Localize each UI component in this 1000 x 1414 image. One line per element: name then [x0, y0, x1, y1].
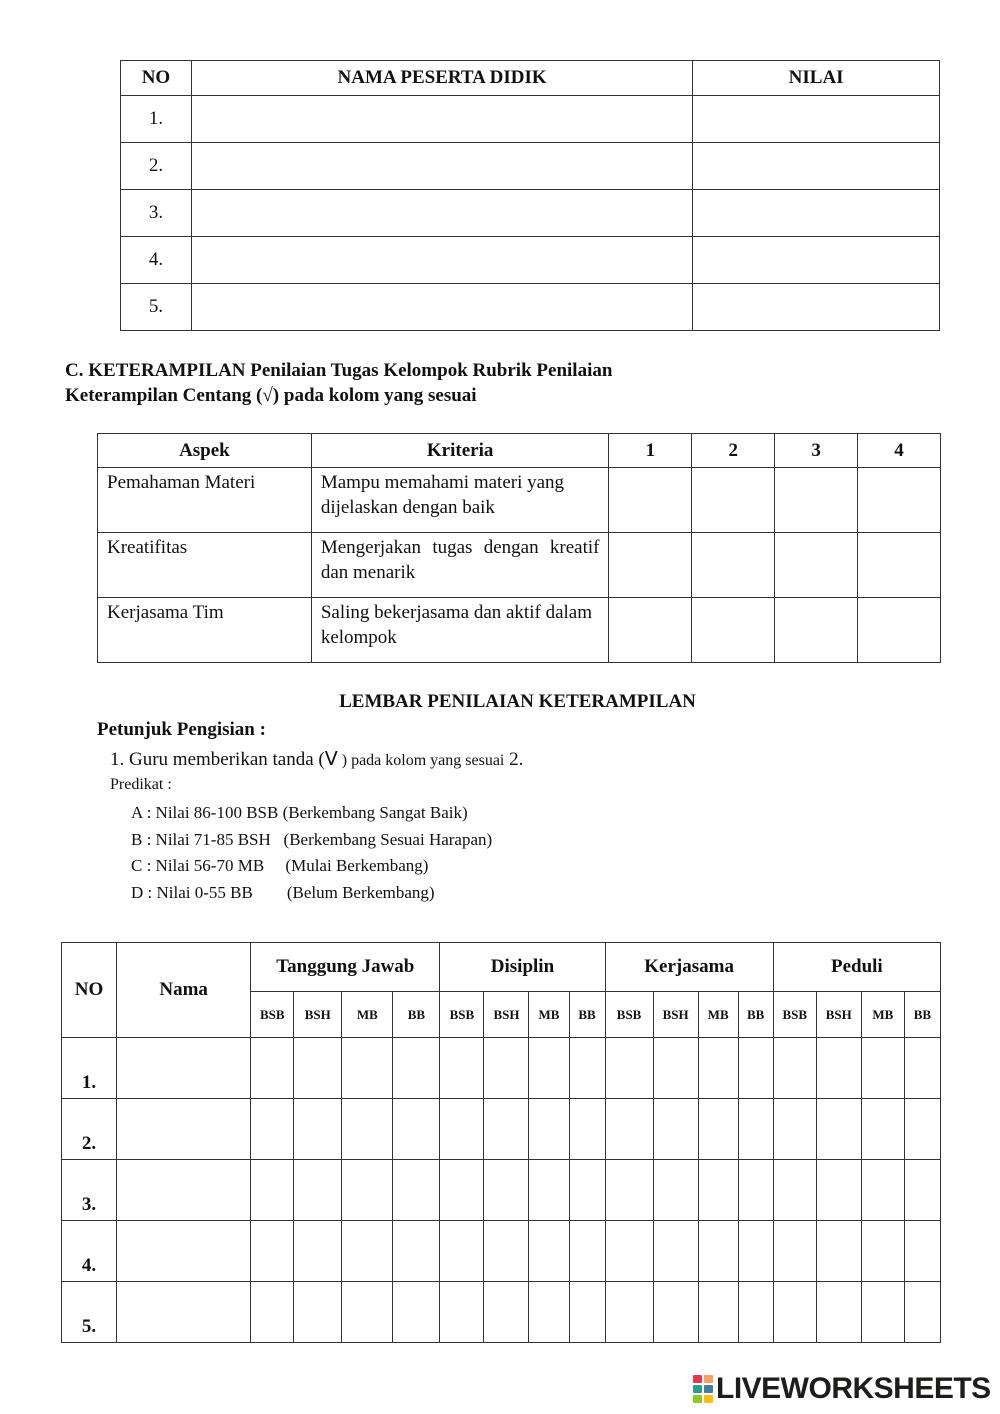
- student-name-cell[interactable]: [117, 1160, 251, 1221]
- score-checkbox-cell[interactable]: [692, 598, 775, 663]
- table-row: [62, 1282, 941, 1343]
- student-name-cell[interactable]: [117, 1282, 251, 1343]
- check-cell[interactable]: [816, 1282, 861, 1343]
- check-cell[interactable]: [861, 1282, 904, 1343]
- check-cell[interactable]: [738, 1221, 773, 1282]
- subheader-bb: BB: [393, 992, 440, 1038]
- check-cell[interactable]: [773, 1038, 816, 1099]
- score-checkbox-cell[interactable]: [858, 598, 941, 663]
- section-c-line-2: Keterampilan Centang (√) pada kolom yang sesuai: [65, 385, 477, 406]
- check-cell[interactable]: [861, 1221, 904, 1282]
- check-cell[interactable]: [773, 1099, 816, 1160]
- check-cell[interactable]: [773, 1221, 816, 1282]
- header-peduli: Peduli: [773, 943, 940, 992]
- kriteria-cell: [311, 468, 609, 533]
- header-score-2: 2: [692, 434, 775, 468]
- subheader-bsh: BSH: [294, 992, 342, 1038]
- table-row: [62, 1221, 941, 1282]
- student-score-cell[interactable]: [693, 190, 940, 237]
- subheader-bsh: BSH: [484, 992, 529, 1038]
- score-checkbox-cell[interactable]: [775, 468, 858, 533]
- check-cell[interactable]: [904, 1038, 940, 1099]
- student-score-cell[interactable]: [693, 143, 940, 190]
- check-cell[interactable]: [904, 1099, 940, 1160]
- subheader-bsb: BSB: [440, 992, 484, 1038]
- check-cell[interactable]: [294, 1038, 342, 1099]
- predikat-item: C : Nilai 56-70 MB (Mulai Berkembang): [131, 856, 429, 875]
- liveworksheets-logo: [693, 1372, 991, 1406]
- instruction-prefix: 1. Guru memberikan tanda (: [110, 749, 325, 770]
- table-row: [98, 533, 941, 598]
- kriteria-text: Mengerjakan tugas dengan kreatif dan menarik: [320, 537, 600, 583]
- predikat-item: B : Nilai 71-85 BSH (Berkembang Sesuai Harapan): [131, 829, 493, 849]
- check-cell[interactable]: [698, 1282, 738, 1343]
- row-number: 2.: [121, 143, 192, 190]
- check-cell[interactable]: [904, 1221, 940, 1282]
- instructions-label: Petunjuk Pengisian :: [97, 719, 266, 740]
- check-cell[interactable]: [393, 1160, 440, 1221]
- check-mark-glyph: ꓦ: [324, 749, 338, 770]
- student-score-cell[interactable]: [693, 237, 940, 284]
- check-cell[interactable]: [484, 1221, 529, 1282]
- table-row: [121, 237, 940, 284]
- check-cell[interactable]: [529, 1160, 569, 1221]
- check-cell[interactable]: [251, 1221, 294, 1282]
- table-row: [121, 143, 940, 190]
- student-name-cell[interactable]: [191, 190, 692, 237]
- check-cell[interactable]: [816, 1221, 861, 1282]
- check-cell[interactable]: [294, 1099, 342, 1160]
- check-cell[interactable]: [904, 1160, 940, 1221]
- check-cell[interactable]: [569, 1160, 605, 1221]
- score-checkbox-cell[interactable]: [609, 533, 692, 598]
- kriteria-cell: [311, 533, 609, 598]
- check-cell[interactable]: [653, 1282, 698, 1343]
- check-cell[interactable]: [440, 1038, 484, 1099]
- subheader-bb: BB: [738, 992, 773, 1038]
- check-cell[interactable]: [440, 1221, 484, 1282]
- table-row: [62, 1160, 941, 1221]
- check-cell[interactable]: [698, 1038, 738, 1099]
- row-number: 4.: [62, 1221, 117, 1282]
- header-no: NO: [121, 61, 192, 96]
- check-cell[interactable]: [653, 1038, 698, 1099]
- check-cell[interactable]: [484, 1038, 529, 1099]
- check-cell[interactable]: [342, 1221, 393, 1282]
- score-checkbox-cell[interactable]: [775, 598, 858, 663]
- check-cell[interactable]: [484, 1099, 529, 1160]
- header-kerjasama: Kerjasama: [605, 943, 773, 992]
- table-header-row: [121, 61, 940, 96]
- check-cell[interactable]: [738, 1099, 773, 1160]
- check-cell[interactable]: [342, 1038, 393, 1099]
- header-kriteria: Kriteria: [311, 434, 609, 468]
- subheader-mb: MB: [698, 992, 738, 1038]
- subheader-mb: MB: [342, 992, 393, 1038]
- table-row: [121, 190, 940, 237]
- check-cell[interactable]: [251, 1038, 294, 1099]
- check-cell[interactable]: [605, 1038, 653, 1099]
- student-score-cell[interactable]: [693, 284, 940, 331]
- aspek-cell: [98, 468, 312, 533]
- header-score-4: 4: [858, 434, 941, 468]
- check-cell[interactable]: [698, 1160, 738, 1221]
- aspek-cell: [98, 598, 312, 663]
- check-cell[interactable]: [294, 1221, 342, 1282]
- aspek-text: Kerjasama Tim: [107, 602, 224, 623]
- table-row: [121, 284, 940, 331]
- check-cell[interactable]: [569, 1038, 605, 1099]
- score-checkbox-cell[interactable]: [692, 468, 775, 533]
- check-cell[interactable]: [738, 1038, 773, 1099]
- aspek-cell: [98, 533, 312, 598]
- check-cell[interactable]: [393, 1221, 440, 1282]
- header-aspek: Aspek: [98, 434, 312, 468]
- check-cell[interactable]: [816, 1099, 861, 1160]
- kriteria-text: Mampu memahami materi yang dijelaskan dengan baik: [320, 472, 565, 518]
- check-cell[interactable]: [529, 1282, 569, 1343]
- subheader-bb: BB: [904, 992, 940, 1038]
- check-cell[interactable]: [294, 1282, 342, 1343]
- logo-square-icon: [704, 1375, 713, 1383]
- check-cell[interactable]: [569, 1221, 605, 1282]
- check-cell[interactable]: [440, 1099, 484, 1160]
- header-name: NAMA PESERTA DIDIK: [191, 61, 692, 96]
- header-disiplin: Disiplin: [440, 943, 605, 992]
- instruction-suffix: 2.: [504, 749, 524, 770]
- subheader-bb: BB: [569, 992, 605, 1038]
- check-cell[interactable]: [861, 1160, 904, 1221]
- logo-square-icon: [693, 1385, 702, 1393]
- table-header-row: [62, 943, 941, 992]
- skill-table-body: [62, 1038, 941, 1343]
- check-cell[interactable]: [861, 1099, 904, 1160]
- row-number: 2.: [62, 1099, 117, 1160]
- logo-square-icon: [693, 1395, 702, 1403]
- skill-sheet-title: LEMBAR PENILAIAN KETERAMPILAN: [339, 691, 696, 712]
- aspek-text: Pemahaman Materi: [107, 472, 256, 493]
- subheader-bsh: BSH: [653, 992, 698, 1038]
- check-cell[interactable]: [251, 1099, 294, 1160]
- score-checkbox-cell[interactable]: [858, 468, 941, 533]
- instruction-line: [110, 748, 523, 771]
- check-cell[interactable]: [904, 1282, 940, 1343]
- predikat-label: Predikat :: [110, 776, 172, 793]
- check-cell[interactable]: [738, 1160, 773, 1221]
- check-cell[interactable]: [251, 1282, 294, 1343]
- score-checkbox-cell[interactable]: [692, 533, 775, 598]
- predikat-item: D : Nilai 0-55 BB (Belum Berkembang): [131, 882, 435, 902]
- kriteria-text: Saling bekerjasama dan aktif dalam kelompok: [320, 602, 592, 648]
- check-cell[interactable]: [605, 1099, 653, 1160]
- check-cell[interactable]: [605, 1282, 653, 1343]
- header-tanggung-jawab: Tanggung Jawab: [251, 943, 440, 992]
- row-number: 1.: [62, 1038, 117, 1099]
- check-cell[interactable]: [440, 1160, 484, 1221]
- check-cell[interactable]: [484, 1160, 529, 1221]
- predikat-list: [131, 800, 492, 906]
- header-name: Nama: [117, 943, 251, 1038]
- check-cell[interactable]: [342, 1099, 393, 1160]
- check-cell[interactable]: [738, 1282, 773, 1343]
- subheader-bsb: BSB: [773, 992, 816, 1038]
- check-cell[interactable]: [653, 1099, 698, 1160]
- check-cell[interactable]: [698, 1221, 738, 1282]
- student-name-cell[interactable]: [191, 96, 692, 143]
- skill-assessment-table: [61, 942, 941, 1343]
- table-row: [62, 1099, 941, 1160]
- header-score-3: 3: [775, 434, 858, 468]
- header-no: NO: [62, 943, 117, 1038]
- score-checkbox-cell[interactable]: [609, 468, 692, 533]
- check-cell[interactable]: [816, 1038, 861, 1099]
- check-cell[interactable]: [393, 1038, 440, 1099]
- logo-mark-icon: [693, 1375, 713, 1403]
- check-cell[interactable]: [529, 1099, 569, 1160]
- subheader-mb: MB: [529, 992, 569, 1038]
- section-c-heading: [65, 358, 612, 408]
- student-score-cell[interactable]: [693, 96, 940, 143]
- student-name-cell[interactable]: [191, 284, 692, 331]
- table-row: [62, 1038, 941, 1099]
- check-cell[interactable]: [698, 1099, 738, 1160]
- student-score-table: [120, 60, 940, 331]
- subheader-bsb: BSB: [251, 992, 294, 1038]
- logo-square-icon: [693, 1375, 702, 1383]
- check-cell[interactable]: [393, 1099, 440, 1160]
- check-cell[interactable]: [569, 1099, 605, 1160]
- student-name-cell[interactable]: [117, 1038, 251, 1099]
- check-cell[interactable]: [393, 1282, 440, 1343]
- student-name-cell[interactable]: [191, 143, 692, 190]
- table-row: [121, 96, 940, 143]
- table-row: [98, 598, 941, 663]
- student-name-cell[interactable]: [191, 237, 692, 284]
- check-cell[interactable]: [816, 1160, 861, 1221]
- instruction-mid: ) pada kolom yang sesuai: [337, 752, 505, 769]
- rubric-table: [97, 433, 941, 663]
- check-cell[interactable]: [605, 1221, 653, 1282]
- logo-square-icon: [704, 1395, 713, 1403]
- check-cell[interactable]: [653, 1221, 698, 1282]
- row-number: 5.: [62, 1282, 117, 1343]
- header-score-1: 1: [609, 434, 692, 468]
- kriteria-cell: [311, 598, 609, 663]
- check-cell[interactable]: [342, 1282, 393, 1343]
- row-number: 3.: [121, 190, 192, 237]
- check-cell[interactable]: [251, 1160, 294, 1221]
- row-number: 4.: [121, 237, 192, 284]
- student-name-cell[interactable]: [117, 1221, 251, 1282]
- check-cell[interactable]: [861, 1038, 904, 1099]
- check-cell[interactable]: [569, 1282, 605, 1343]
- subheader-bsb: BSB: [605, 992, 653, 1038]
- section-c-line-1: C. KETERAMPILAN Penilaian Tugas Kelompok Rubrik Penilaian: [65, 360, 613, 381]
- logo-square-icon: [704, 1385, 713, 1393]
- check-cell[interactable]: [773, 1282, 816, 1343]
- aspek-text: Kreatifitas: [107, 537, 188, 558]
- subheader-mb: MB: [861, 992, 904, 1038]
- predikat-item: A : Nilai 86-100 BSB (Berkembang Sangat Baik): [131, 803, 468, 822]
- brand-name: LIVEWORKSHEETS: [716, 1372, 991, 1405]
- header-score: NILAI: [693, 61, 940, 96]
- table-header-row: [98, 434, 941, 468]
- check-cell[interactable]: [342, 1160, 393, 1221]
- check-cell[interactable]: [529, 1038, 569, 1099]
- row-number: 5.: [121, 284, 192, 331]
- score-checkbox-cell[interactable]: [858, 533, 941, 598]
- table-row: [98, 468, 941, 533]
- check-cell[interactable]: [773, 1160, 816, 1221]
- score-checkbox-cell[interactable]: [609, 598, 692, 663]
- score-checkbox-cell[interactable]: [775, 533, 858, 598]
- row-number: 1.: [121, 96, 192, 143]
- check-cell[interactable]: [605, 1160, 653, 1221]
- check-cell[interactable]: [484, 1282, 529, 1343]
- check-cell[interactable]: [440, 1282, 484, 1343]
- student-name-cell[interactable]: [117, 1099, 251, 1160]
- row-number: 3.: [62, 1160, 117, 1221]
- check-cell[interactable]: [529, 1221, 569, 1282]
- check-cell[interactable]: [653, 1160, 698, 1221]
- check-cell[interactable]: [294, 1160, 342, 1221]
- subheader-bsh: BSH: [816, 992, 861, 1038]
